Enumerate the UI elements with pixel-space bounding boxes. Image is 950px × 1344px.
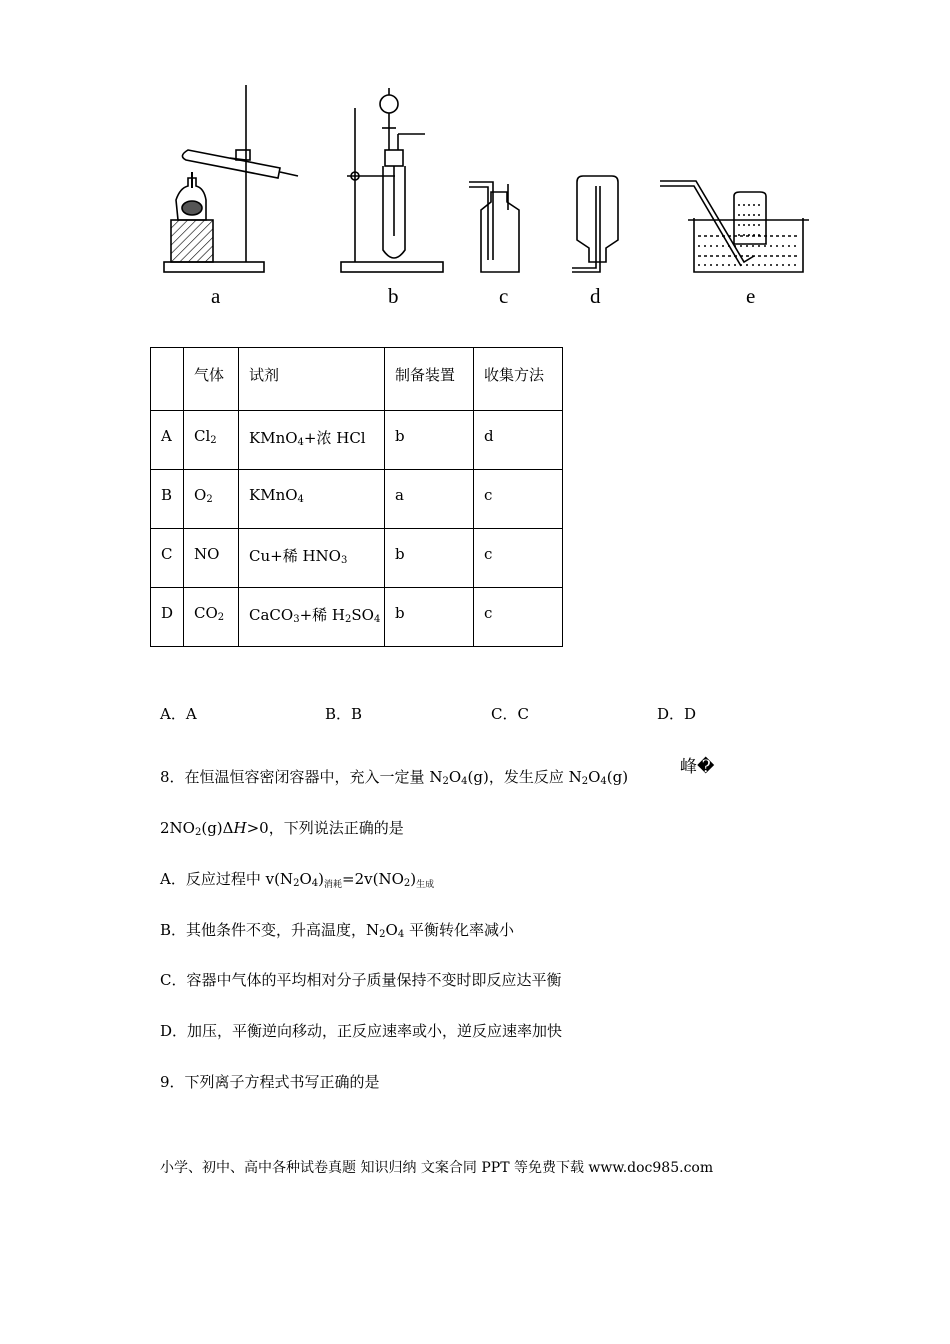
apparatus-e [660, 181, 809, 272]
row-collect-method: d [474, 411, 563, 470]
row-collect-method: c [474, 529, 563, 588]
row-gas: $O_2$ [184, 470, 239, 529]
row-prep-apparatus: b [385, 588, 474, 647]
row-reagent: CaCO$_3$+稀 $H_2SO_4$ [239, 588, 385, 647]
row-prep-apparatus: b [385, 529, 474, 588]
page-footer: 小学、初中、高中各种试卷真题 知识归纳 文案合同 PPT 等免费下载 www.doc985.com [160, 1160, 714, 1176]
row-option: C [151, 529, 184, 588]
row-reagent: Cu+稀 $HNO_3$ [239, 529, 385, 588]
row-prep-apparatus: a [385, 470, 474, 529]
q7-option-a[interactable]: A．A [160, 705, 197, 723]
apparatus-label-d: d [590, 284, 601, 308]
table-row [151, 529, 563, 588]
apparatus-label-e: e [746, 284, 756, 308]
row-reagent: KMnO$_4$+浓 HCl [239, 411, 385, 470]
apparatus-d [572, 176, 618, 272]
q8-option-c[interactable]: C．容器中气体的平均相对分子质量保持不变时即反应达平衡 [160, 971, 562, 989]
apparatus-label-a: a [211, 284, 221, 308]
q8-stem: 8．在恒温恒容密闭容器中，充入一定量 $N_2O_4(g)$，发生反应 $N_2O_4(g)$ [160, 768, 629, 787]
row-collect-method: c [474, 470, 563, 529]
apparatus-c [469, 182, 519, 272]
row-option: B [151, 470, 184, 529]
row-gas: NO [184, 529, 239, 588]
apparatus-label-b: b [388, 284, 399, 308]
q7-option-d[interactable]: D．D [657, 705, 697, 723]
table-header-cell: 试剂 [239, 348, 385, 411]
apparatus-a [164, 85, 298, 272]
row-reagent: KMnO$_4$ [239, 470, 385, 529]
table-header-cell: 收集方法 [474, 348, 563, 411]
reagent-table [150, 347, 563, 647]
apparatus-b [341, 88, 443, 272]
q7-option-c[interactable]: C．C [491, 705, 529, 723]
table-header-row [151, 348, 563, 411]
table-header-cell: 气体 [184, 348, 239, 411]
row-gas: $Cl_2$ [184, 411, 239, 470]
row-collect-method: c [474, 588, 563, 647]
q8-option-a[interactable]: A．反应过程中 $v(N_2O_4)_{消耗}=2v(NO_2)_{生成}$ [160, 870, 435, 890]
q7-option-b[interactable]: B．B [325, 705, 363, 723]
q8-option-d[interactable]: D．加压，平衡逆向移动，正反应速率或小，逆反应速率加快 [160, 1022, 563, 1040]
q9-stem: 9．下列离子方程式书写正确的是 [160, 1073, 380, 1091]
table-header-cell [151, 348, 184, 411]
apparatus-figure [0, 0, 950, 320]
q8-option-b[interactable]: B．其他条件不变，升高温度，$N_2O_4$ 平衡转化率减小 [160, 921, 514, 940]
row-gas: $CO_2$ [184, 588, 239, 647]
apparatus-label-c: c [499, 284, 509, 308]
table-row [151, 588, 563, 647]
row-option: D [151, 588, 184, 647]
table-row [151, 411, 563, 470]
q8-equilibrium-glyph: 峰� [680, 757, 715, 777]
row-prep-apparatus: b [385, 411, 474, 470]
q8-stem-continued: $2NO_2(g)\Delta H>0$，下列说法正确的是 [160, 819, 404, 838]
table-row [151, 470, 563, 529]
row-option: A [151, 411, 184, 470]
table-header-cell: 制备装置 [385, 348, 474, 411]
